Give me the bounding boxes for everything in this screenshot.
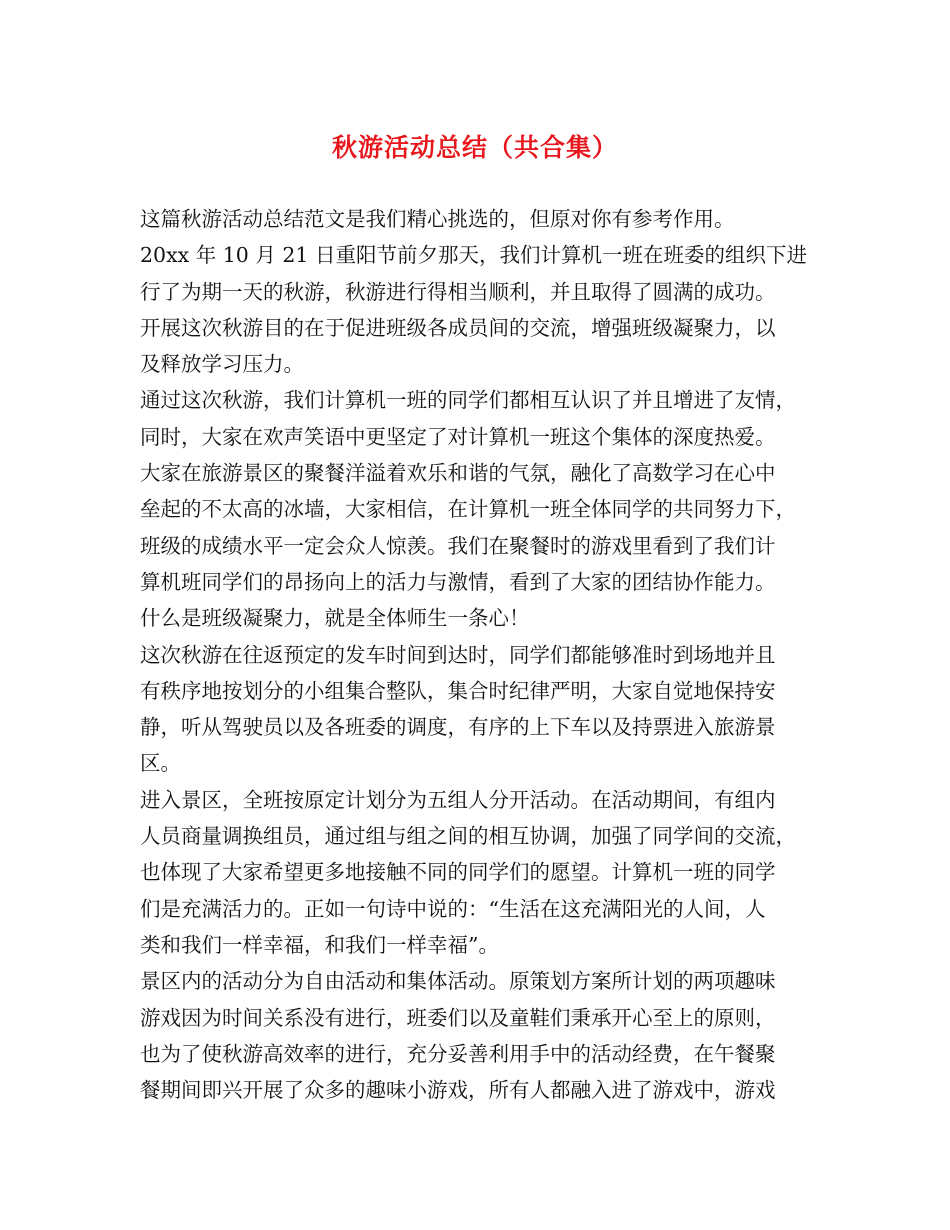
text-line: 20xx 年 10 月 21 日重阳节前夕那天，我们计算机一班在班委的组织下进 xyxy=(140,243,807,268)
text-line: 游戏因为时间关系没有进行，班委们以及童鞋们秉承开心至上的原则， xyxy=(140,1005,776,1030)
text-line: 行了为期一天的秋游，秋游进行得相当顺利，并且取得了圆满的成功。 xyxy=(140,279,776,304)
text-line: 有秩序地按划分的小组集合整队，集合时纪律严明，大家自觉地保持安 xyxy=(140,678,776,703)
text-line: 类和我们一样幸福，和我们一样幸福”。 xyxy=(140,932,499,957)
text-line: 班级的成绩水平一定会众人惊羡。我们在聚餐时的游戏里看到了我们计 xyxy=(140,533,776,558)
text-line: 垒起的不太高的冰墙，大家相信，在计算机一班全体同学的共同努力下， xyxy=(140,497,796,522)
text-line: 通过这次秋游，我们计算机一班的同学们都相互认识了并且增进了友情， xyxy=(140,388,796,413)
text-line: 这次秋游在往返预定的发车时间到达时，同学们都能够准时到场地并且 xyxy=(140,642,776,667)
text-line: 大家在旅游景区的聚餐洋溢着欢乐和谐的气氛，融化了高数学习在心中 xyxy=(140,461,776,486)
document-title: 秋游活动总结（共合集） xyxy=(331,133,618,162)
text-line: 们是充满活力的。正如一句诗中说的：“生活在这充满阳光的人间，人 xyxy=(140,896,766,921)
text-line: 这篇秋游活动总结范文是我们精心挑选的，但原对你有参考作用。 xyxy=(140,207,735,231)
text-line: 景区内的活动分为自由活动和集体活动。原策划方案所计划的两项趣味 xyxy=(140,969,776,994)
text-line: 静，听从驾驶员以及各班委的调度，有序的上下车以及持票进入旅游景 xyxy=(140,715,776,740)
text-line: 区。 xyxy=(140,751,181,776)
text-line: 同时，大家在欢声笑语中更坚定了对计算机一班这个集体的深度热爱。 xyxy=(140,424,776,449)
document-body xyxy=(140,201,812,1108)
text-line: 算机班同学们的昂扬向上的活力与激情，看到了大家的团结协作能力。 xyxy=(140,569,776,594)
text-line: 餐期间即兴开展了众多的趣味小游戏，所有人都融入进了游戏中，游戏 xyxy=(140,1078,776,1103)
text-line: 开展这次秋游目的在于促进班级各成员间的交流，增强班级凝聚力，以 xyxy=(140,315,776,340)
text-line: 人员商量调换组员，通过组与组之间的相互协调，加强了同学间的交流， xyxy=(140,824,796,849)
text-line: 也体现了大家希望更多地接触不同的同学们的愿望。计算机一班的同学 xyxy=(140,860,776,885)
text-line: 及释放学习压力。 xyxy=(140,352,304,377)
text-line: 进入景区，全班按原定计划分为五组人分开活动。在活动期间，有组内 xyxy=(140,787,776,812)
text-line: 也为了使秋游高效率的进行，充分妥善利用手中的活动经费，在午餐聚 xyxy=(140,1041,776,1066)
text-line: 什么是班级凝聚力，就是全体师生一条心！ xyxy=(140,606,530,631)
